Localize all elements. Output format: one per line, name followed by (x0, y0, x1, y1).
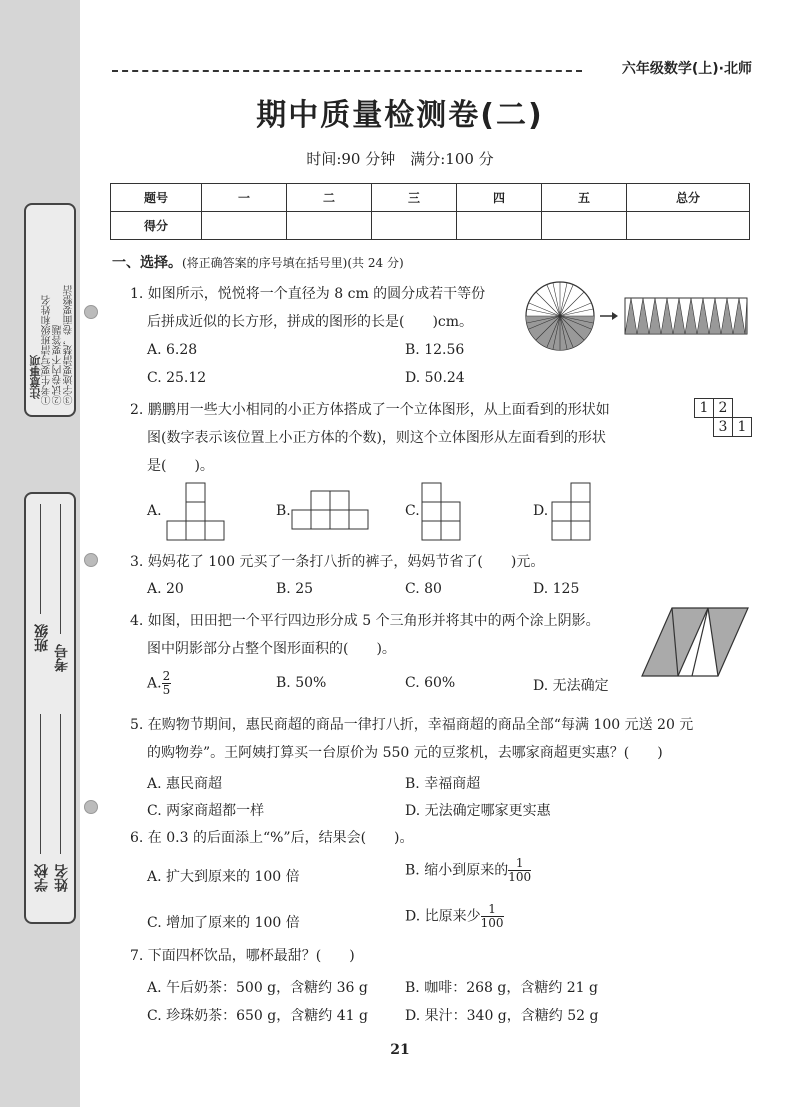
grid-cell: 2 (713, 398, 733, 418)
school-label: 学校 (34, 864, 50, 892)
q2-option-b[interactable]: B. (276, 503, 291, 519)
q3-option-b[interactable]: B. 25 (276, 581, 314, 597)
question-1-line1: 1. 如图所示，悦悦将一个直径为 8 cm 的圆分成若干等份 (130, 286, 486, 302)
fraction (162, 670, 172, 697)
question-4-line1: 4. 如图，田田把一个平行四边形分成 5 个三角形并将其中的两个涂上阴影。 (130, 613, 600, 629)
id-label: 考号 (54, 644, 70, 672)
table-cell: 题号 (111, 184, 202, 212)
q2-option-d[interactable]: D. (533, 503, 549, 519)
table-row (111, 212, 750, 240)
q1-option-c[interactable]: C. 25.12 (147, 370, 207, 386)
score-input-cell[interactable] (457, 212, 542, 240)
q5-option-b[interactable]: B. 幸福商超 (405, 776, 481, 792)
exam-time-score: 时间:90 分钟 满分:100 分 (306, 150, 494, 168)
question-6: 6. 在 0.3 的后面添上“%”后，结果会( )。 (130, 830, 414, 846)
q2-option-a[interactable]: A. (147, 503, 162, 519)
q4-option-d[interactable]: D. 无法确定 (533, 678, 609, 694)
question-1-line2: 后拼成近似的长方形，拼成的图形的长是( )cm。 (147, 314, 474, 330)
q6-option-c[interactable]: C. 增加了原来的 100 倍 (147, 915, 300, 931)
question-2-line2: 图(数字表示该位置上小正方体的个数)，则这个立体图形从左面看到的形状 (147, 430, 606, 446)
q5-option-c[interactable]: C. 两家商超都一样 (147, 803, 265, 819)
fraction-denominator: 5 (162, 683, 171, 697)
q4-option-c[interactable]: C. 60% (405, 675, 456, 691)
q1-option-b[interactable]: B. 12.56 (405, 342, 465, 358)
table-cell: 得分 (111, 212, 202, 240)
fraction-numerator: 1 (481, 903, 504, 917)
q3-option-d[interactable]: D. 125 (533, 581, 580, 597)
grid-cell: 1 (694, 398, 714, 418)
q6-option-d[interactable] (405, 903, 504, 930)
notes-box (24, 203, 76, 417)
fraction-denominator: 100 (480, 916, 504, 930)
note-2: ②试卷内不要答题 (53, 325, 64, 405)
q1-option-a[interactable]: A. 6.28 (147, 342, 198, 358)
table-cell: 二 (287, 184, 372, 212)
class-label: 班级 (34, 624, 50, 652)
binding-hole (84, 800, 98, 814)
table-cell: 一 (202, 184, 287, 212)
q3-option-c[interactable]: C. 80 (405, 581, 442, 597)
note-1: ①考生要写清班级和姓名 (42, 295, 53, 405)
q6-option-b[interactable] (405, 857, 531, 884)
score-input-cell[interactable] (372, 212, 457, 240)
question-2-line1: 2. 鹏鹏用一些大小相同的小正方体搭成了一个立体图形，从上面看到的形状如 (130, 402, 610, 418)
score-input-cell[interactable] (542, 212, 627, 240)
question-5-line1: 5. 在购物节期间，惠民商超的商品一律打八折，幸福商超的商品全部“每满 100 元送 20 元 (130, 717, 694, 733)
parallelogram-figure (640, 606, 752, 678)
fraction (508, 857, 531, 884)
binding-hole (84, 553, 98, 567)
school-line (40, 714, 41, 854)
table-row (111, 184, 750, 212)
table-cell: 四 (457, 184, 542, 212)
fraction-numerator: 2 (162, 669, 171, 683)
section-title (112, 252, 404, 272)
grid-cell: 1 (732, 417, 752, 437)
q7-option-a[interactable]: A. 午后奶茶：500 g，含糖约 36 g (147, 980, 368, 996)
q2-option-a-figure (165, 482, 227, 542)
top-view-grid (694, 398, 754, 438)
header-grade-label: 六年级数学(上)·北师 (621, 61, 752, 77)
fraction (481, 903, 504, 930)
question-4-line2: 图中阴影部分占整个图形面积的( )。 (147, 641, 396, 657)
q3-option-a[interactable]: A. 20 (147, 581, 184, 597)
section-note: (将正确答案的序号填在括号里)(共 24 分) (182, 256, 404, 270)
q4-option-a[interactable] (147, 670, 171, 697)
table-cell: 三 (372, 184, 457, 212)
question-2-line3: 是( )。 (147, 458, 214, 474)
page-number: 21 (390, 1042, 410, 1058)
grid-cell: 3 (713, 417, 733, 437)
note-3: ③字迹要清楚，卷面要整洁 (64, 285, 75, 405)
q2-option-b-figure (290, 490, 372, 532)
score-table (110, 183, 750, 240)
q6-option-a[interactable]: A. 扩大到原来的 100 倍 (147, 869, 300, 885)
student-info-box (24, 492, 76, 924)
question-5-line2: 的购物券”。王阿姨打算买一台原价为 550 元的豆浆机，去哪家商超更实惠？( ) (147, 745, 663, 761)
notes-title: 注意事项 (29, 355, 42, 399)
page-title: 期中质量检测卷(二) (256, 98, 544, 133)
q2-option-d-figure (550, 482, 594, 542)
table-cell: 总分 (627, 184, 750, 212)
q2-option-c-figure (420, 482, 464, 542)
q2-option-c[interactable]: C. (405, 503, 420, 519)
q6-option-d-label: D. 比原来少 (405, 908, 481, 925)
score-input-cell[interactable] (202, 212, 287, 240)
fraction-numerator: 1 (508, 857, 531, 871)
question-3: 3. 妈妈花了 100 元买了一条打八折的裤子，妈妈节省了( )元。 (130, 554, 545, 570)
q5-option-d[interactable]: D. 无法确定哪家更实惠 (405, 803, 551, 819)
name-line (60, 714, 61, 854)
name-label: 姓名 (54, 864, 70, 892)
q1-option-d[interactable]: D. 50.24 (405, 370, 465, 386)
id-line (60, 504, 61, 634)
section-heading: 一、选择。 (112, 255, 182, 271)
header-dashed-line (112, 70, 582, 72)
binding-hole (84, 305, 98, 319)
q7-option-d[interactable]: D. 果汁：340 g，含糖约 52 g (405, 1008, 599, 1024)
q4-option-b[interactable]: B. 50% (276, 675, 327, 691)
q6-option-b-label: B. 缩小到原来的 (405, 862, 509, 879)
score-input-cell[interactable] (627, 212, 750, 240)
table-cell: 五 (542, 184, 627, 212)
q7-option-b[interactable]: B. 咖啡：268 g，含糖约 21 g (405, 980, 598, 996)
score-input-cell[interactable] (287, 212, 372, 240)
question-7: 7. 下面四杯饮品，哪杯最甜？( ) (130, 948, 355, 964)
q7-option-c[interactable]: C. 珍珠奶茶：650 g，含糖约 41 g (147, 1008, 368, 1024)
fraction-denominator: 100 (508, 870, 532, 884)
q5-option-a[interactable]: A. 惠民商超 (147, 776, 223, 792)
class-line (40, 504, 41, 614)
q4-option-a-label: A. (147, 675, 162, 692)
circle-to-rectangle-figure (522, 278, 752, 360)
